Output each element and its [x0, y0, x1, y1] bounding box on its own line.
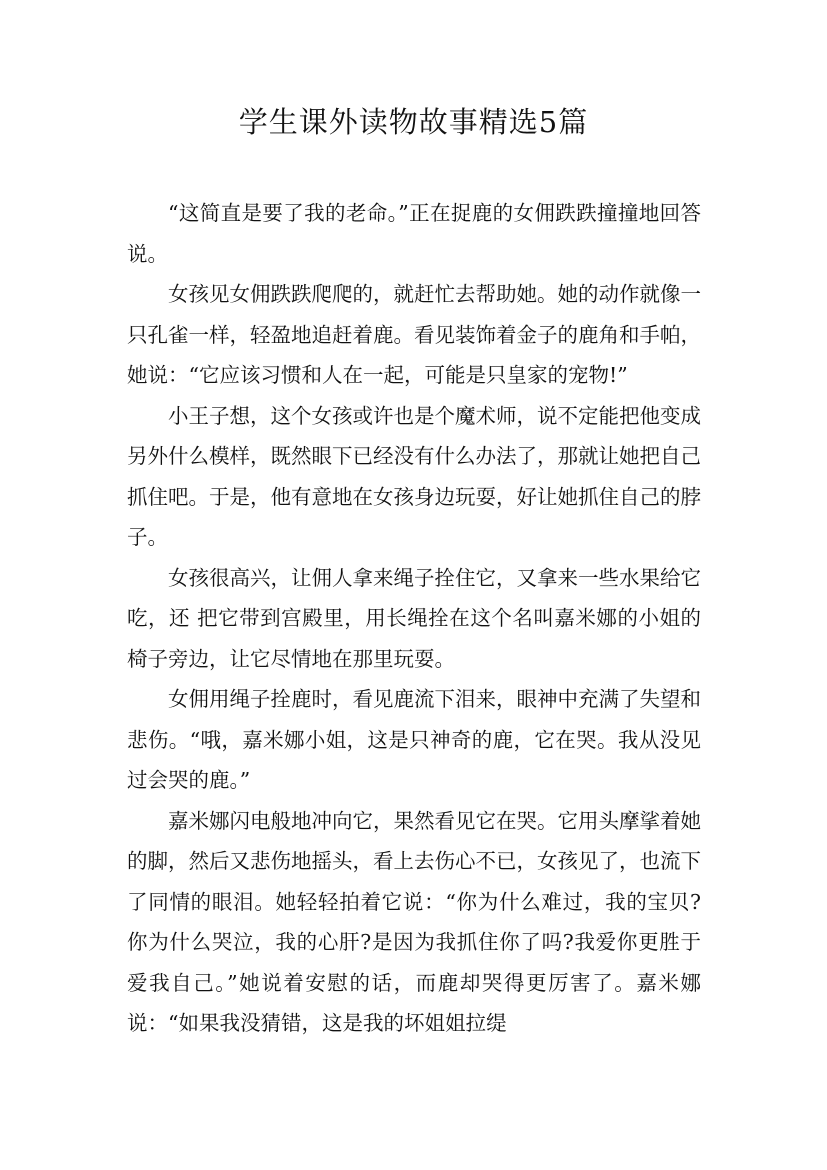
paragraph: “这简直是要了我的老命。”正在捉鹿的女佣跌跌撞撞地回答说。: [127, 201, 701, 266]
paragraph: 女孩见女佣跌跌爬爬的，就赶忙去帮助她。她的动作就像一只孔雀一样，轻盈地追赶着鹿。看见装饰着金子的鹿角和手帕，她说：“它应该习惯和人在一起，可能是只皇家的宠物!”: [127, 282, 701, 387]
paragraph: 女佣用绳子拴鹿时，看见鹿流下泪来，眼神中充满了失望和悲伤。“哦，嘉米娜小姐，这是只神奇的鹿，它在哭。我从没见过会哭的鹿。”: [127, 687, 701, 792]
paragraph: 女孩很高兴，让佣人拿来绳子拴住它，又拿来一些水果给它吃，还 把它带到宫殿里，用长绳拴在这个名叫嘉米娜的小姐的椅子旁边，让它尽情地在那里玩耍。: [127, 565, 701, 671]
document-body: [127, 193, 701, 1044]
paragraph: 小王子想，这个女孩或许也是个魔术师，说不定能把他变成另外什么模样，既然眼下已经没有什么办法了，那就让她把自己抓住吧。于是，他有意地在女孩身边玩耍，好让她抓住自己的脖子。: [127, 403, 701, 549]
paragraph: 嘉米娜闪电般地冲向它，果然看见它在哭。它用头摩挲着她的脚，然后又悲伤地摇头，看上去伤心不已，女孩见了，也流下了同情的眼泪。她轻轻拍着它说：“你为什么难过，我的宝贝?你为什么哭泣，我的心肝?是因为我抓住你了吗?我爱你更胜于爱我自己。”她说着安慰的话，而鹿却哭得更厉害了。嘉米娜说：“如果我没猜错，这是我的坏姐姐拉缇: [127, 808, 701, 1035]
document-title: 学生课外读物故事精选5篇: [238, 105, 589, 139]
